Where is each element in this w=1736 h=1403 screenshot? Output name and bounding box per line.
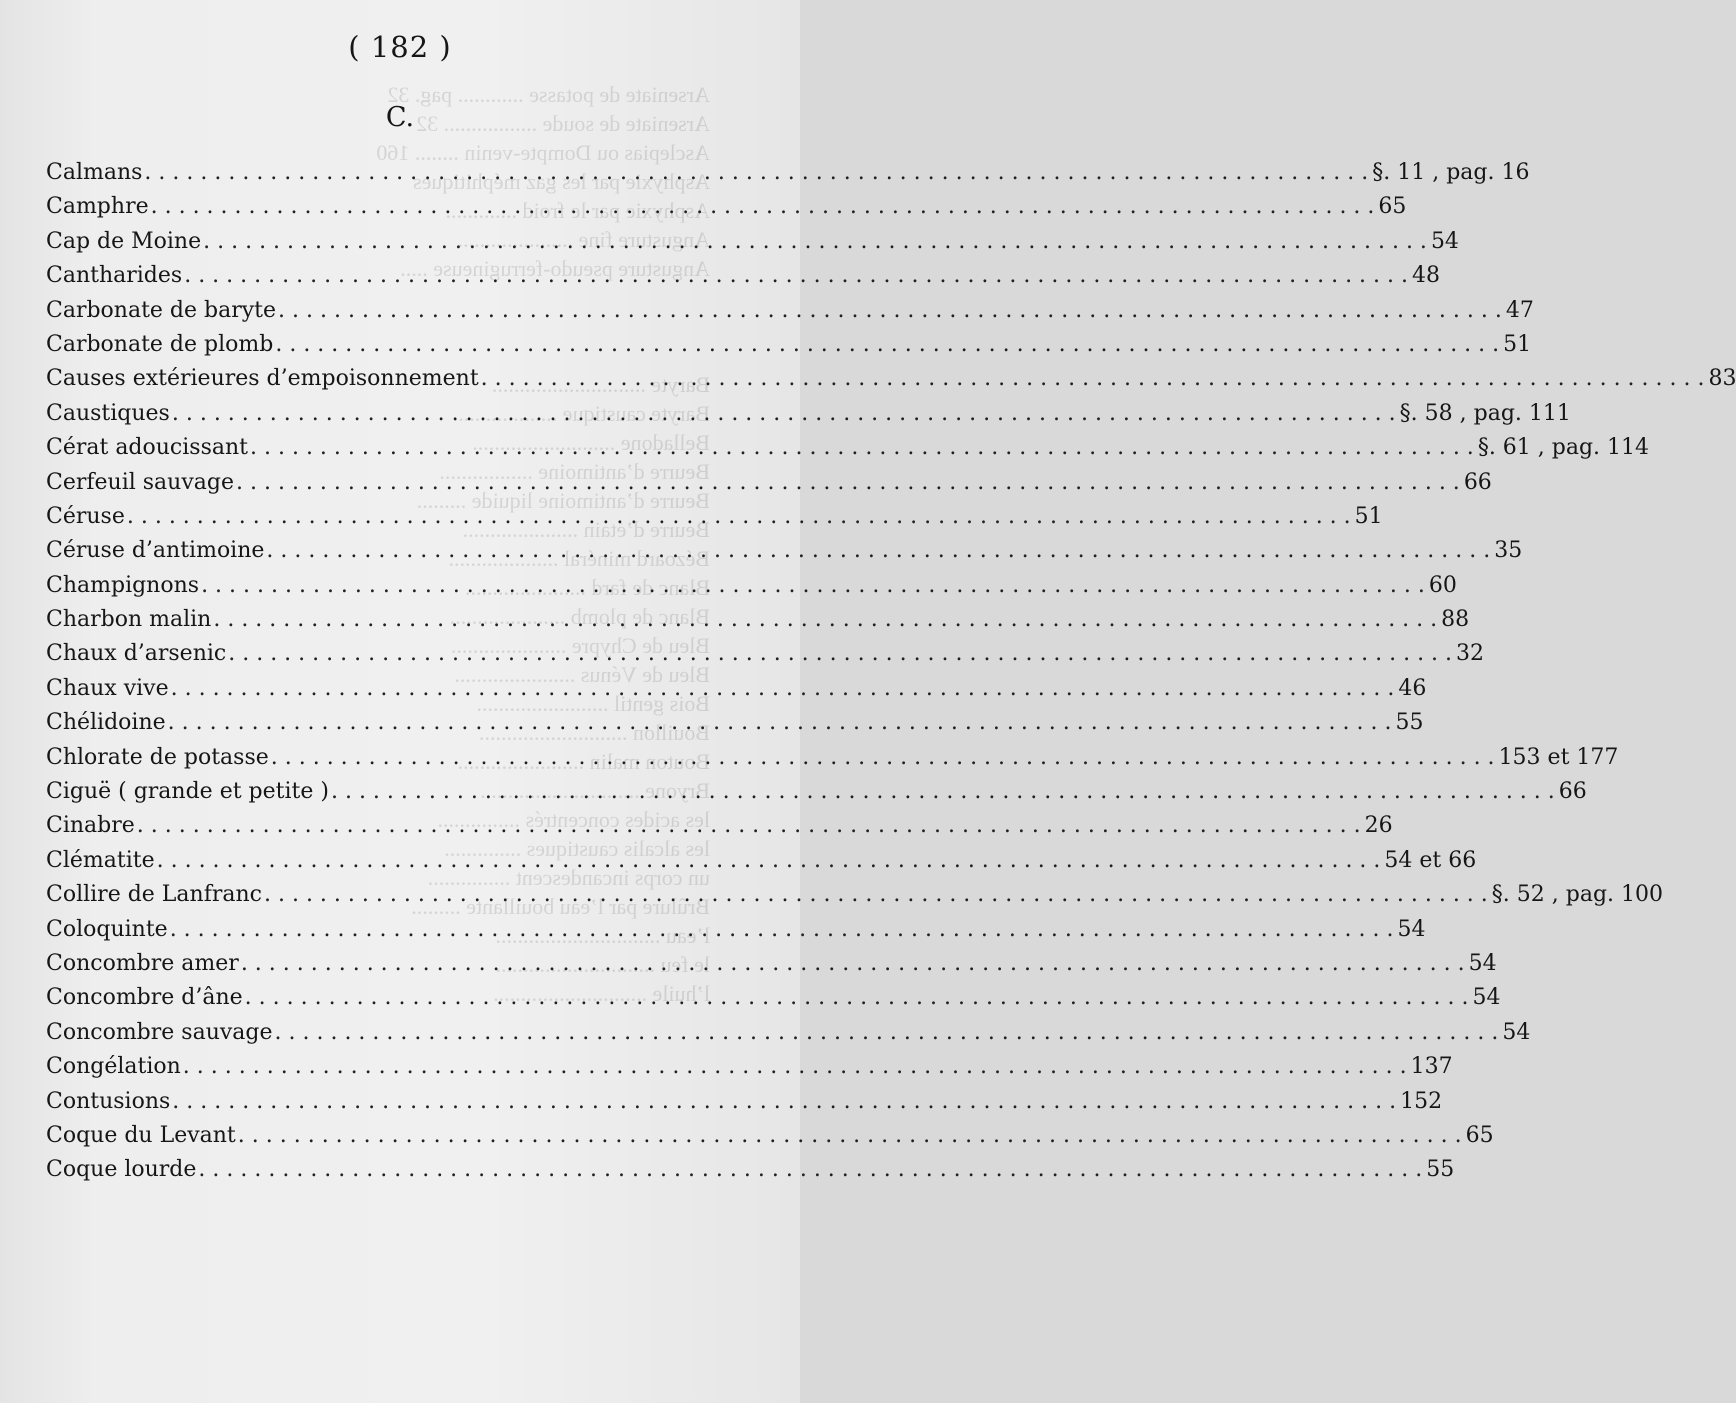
dot-leader [157, 848, 1381, 873]
index-entry [46, 1019, 1531, 1054]
index-entry [46, 400, 1571, 435]
dot-leader [184, 263, 1408, 288]
index-page-reference: 137 [1410, 1054, 1453, 1080]
index-term: Cérat adoucissant [46, 435, 248, 461]
dot-leader [481, 366, 1705, 391]
index-page-reference: 51 [1354, 503, 1383, 529]
index-term: Coque lourde [46, 1157, 197, 1183]
index-term: Collire de Lanfranc [46, 882, 262, 908]
dot-leader [331, 779, 1555, 804]
page-number: ( 182 ) [348, 30, 452, 64]
dot-leader [241, 951, 1465, 976]
dot-leader [151, 194, 1375, 219]
dot-leader [144, 160, 1368, 185]
dot-leader [238, 1123, 1462, 1148]
index-page-reference: 46 [1398, 675, 1427, 701]
index-entry [46, 572, 1457, 607]
index-entry [46, 985, 1501, 1019]
index-entry [46, 882, 1664, 916]
index-page-reference: 54 [1430, 228, 1459, 254]
dot-leader [172, 1089, 1396, 1114]
dot-leader [172, 401, 1396, 426]
dot-leader [271, 745, 1495, 770]
dot-leader [228, 641, 1452, 666]
dot-leader [183, 1054, 1407, 1079]
index-page-reference: 55 [1395, 710, 1424, 736]
dot-leader [250, 435, 1474, 460]
index-page-reference: 54 [1397, 916, 1426, 942]
index-term: Concombre amer [46, 950, 239, 976]
dot-leader [168, 710, 1392, 735]
index-page-reference: 153 et 177 [1498, 744, 1619, 770]
index-term: Coloquinte [46, 916, 168, 942]
dot-leader [137, 813, 1361, 838]
index-entry [46, 297, 1534, 332]
index-entry [46, 435, 1650, 469]
index-entry [46, 710, 1424, 744]
dot-leader [201, 573, 1425, 598]
index-term: Calmans [46, 160, 143, 185]
dot-leader [264, 882, 1488, 907]
index-page-reference: §. 58 , pag. 111 [1399, 400, 1571, 426]
index-term: Congélation [46, 1054, 181, 1080]
index-entry [46, 263, 1441, 297]
dot-leader [236, 470, 1460, 495]
dot-leader [213, 607, 1437, 632]
index-entry [46, 607, 1470, 641]
index-term: Ciguë ( grande et petite ) [46, 779, 329, 805]
dot-leader [266, 538, 1490, 563]
index-page-reference: 55 [1426, 1157, 1455, 1183]
index-page-reference: 88 [1441, 607, 1470, 633]
index-entry [46, 675, 1427, 710]
index-term: Cap de Moine [46, 228, 202, 254]
index-page-reference: 54 [1472, 985, 1501, 1011]
index-entry [46, 331, 1532, 366]
index-page-reference: §. 61 , pag. 114 [1477, 435, 1650, 461]
dot-leader [170, 917, 1394, 942]
index-term: Cerfeuil sauvage [46, 469, 234, 495]
index-term: Champignons [46, 572, 200, 598]
index-term: Causes extérieures d’empoisonnement [46, 366, 479, 392]
index-page-reference: 66 [1558, 779, 1587, 805]
index-page-reference: 26 [1364, 813, 1393, 839]
index-page-reference: 54 et 66 [1384, 847, 1477, 873]
index-term: Céruse [46, 503, 125, 529]
index-term: Carbonate de baryte [46, 297, 277, 323]
index-entry [46, 194, 1407, 228]
index-entry [46, 779, 1587, 813]
index-page-reference: 51 [1503, 331, 1532, 357]
index-term: Coque du Levant [46, 1122, 236, 1148]
index-page-reference: 32 [1456, 641, 1485, 667]
dot-leader [127, 504, 1351, 529]
index-entry [46, 1157, 1455, 1191]
index-term: Chélidoine [46, 710, 166, 736]
index-term: Chlorate de potasse [46, 744, 269, 770]
index-entry [46, 641, 1485, 675]
dot-leader [198, 1157, 1422, 1182]
dot-leader [275, 1020, 1499, 1045]
index-entry [46, 847, 1477, 882]
index-entry [46, 228, 1459, 263]
index-entry [46, 916, 1426, 951]
index-entry [46, 950, 1497, 985]
index-page-reference: 54 [1468, 950, 1497, 976]
index-term: Chaux vive [46, 675, 169, 701]
index-term: Cantharides [46, 263, 183, 289]
index-term: Céruse d’antimoine [46, 538, 265, 564]
index-term: Contusions [46, 1088, 171, 1114]
index-list [46, 160, 1736, 1192]
index-page-reference: 35 [1494, 538, 1523, 564]
index-term: Camphre [46, 194, 149, 220]
index-term: Concombre sauvage [46, 1019, 273, 1045]
index-entry [46, 366, 1736, 400]
index-entry [46, 1122, 1494, 1157]
dot-leader [245, 985, 1469, 1010]
dot-leader [171, 676, 1395, 701]
section-letter: C. [385, 102, 415, 133]
index-page-reference: §. 52 , pag. 100 [1491, 882, 1664, 908]
bleed-through-text: Arseniate de potasse ............ pag. 32 Arseniate de soude ................. 32 Asclepias ou Dompte-venin ........ 160 Asphyxie par les gaz méphitiques Asphyxie par le froid ............. Angusture fine ..................... Angusture pseudo-ferrugineuse ..... Baryte ............................ Baryte caustique ................... Belladone .......................... Beurre d’antimoine ................. Beurre d’antimoine liquide ......... Beurre d’étain ..................... Bézoard minéral .................... Blanc de fard ...................... Blanc de plomb ..................... Bleu de Chypre ..................... Bleu de Vénus ...................... Bois gentil ........................ Bouillon ........................... Bouton malin ....................... Bryone ............................. les acides concentrés ............... les alcalis caustiques .............. un corps incandescent ............... Brûlure par l’eau bouillante ......... l’eau .............................. le feu ............................. l’huile ............................ [376, 82, 710, 1006]
index-term: Carbonate de plomb [46, 331, 274, 357]
index-term: Charbon malin [46, 607, 212, 633]
dot-leader [275, 332, 1499, 357]
index-page-reference: 54 [1502, 1019, 1531, 1045]
index-entry [46, 744, 1619, 779]
index-page-reference: 60 [1428, 572, 1457, 598]
index-term: Cinabre [46, 813, 135, 839]
index-page-reference: 65 [1378, 194, 1407, 220]
index-entry [46, 813, 1393, 847]
dot-leader [278, 298, 1502, 323]
index-entry [46, 160, 1530, 194]
index-page-reference: 83 [1708, 366, 1736, 392]
index-page-reference: §. 11 , pag. 16 [1372, 160, 1530, 185]
index-page-reference: 66 [1463, 469, 1492, 495]
index-term: Clématite [46, 847, 155, 873]
index-entry [46, 538, 1523, 572]
index-entry [46, 503, 1383, 538]
index-page-reference: 65 [1465, 1122, 1494, 1148]
index-term: Chaux d’arsenic [46, 641, 227, 667]
index-page-reference: 48 [1412, 263, 1441, 289]
index-entry [46, 1088, 1443, 1123]
index-term: Caustiques [46, 400, 170, 426]
dot-leader [203, 229, 1427, 254]
index-entry [46, 469, 1492, 504]
index-term: Concombre d’âne [46, 985, 243, 1011]
index-page-reference: 47 [1505, 297, 1534, 323]
index-entry [46, 1054, 1453, 1088]
index-page-reference: 152 [1400, 1088, 1443, 1114]
